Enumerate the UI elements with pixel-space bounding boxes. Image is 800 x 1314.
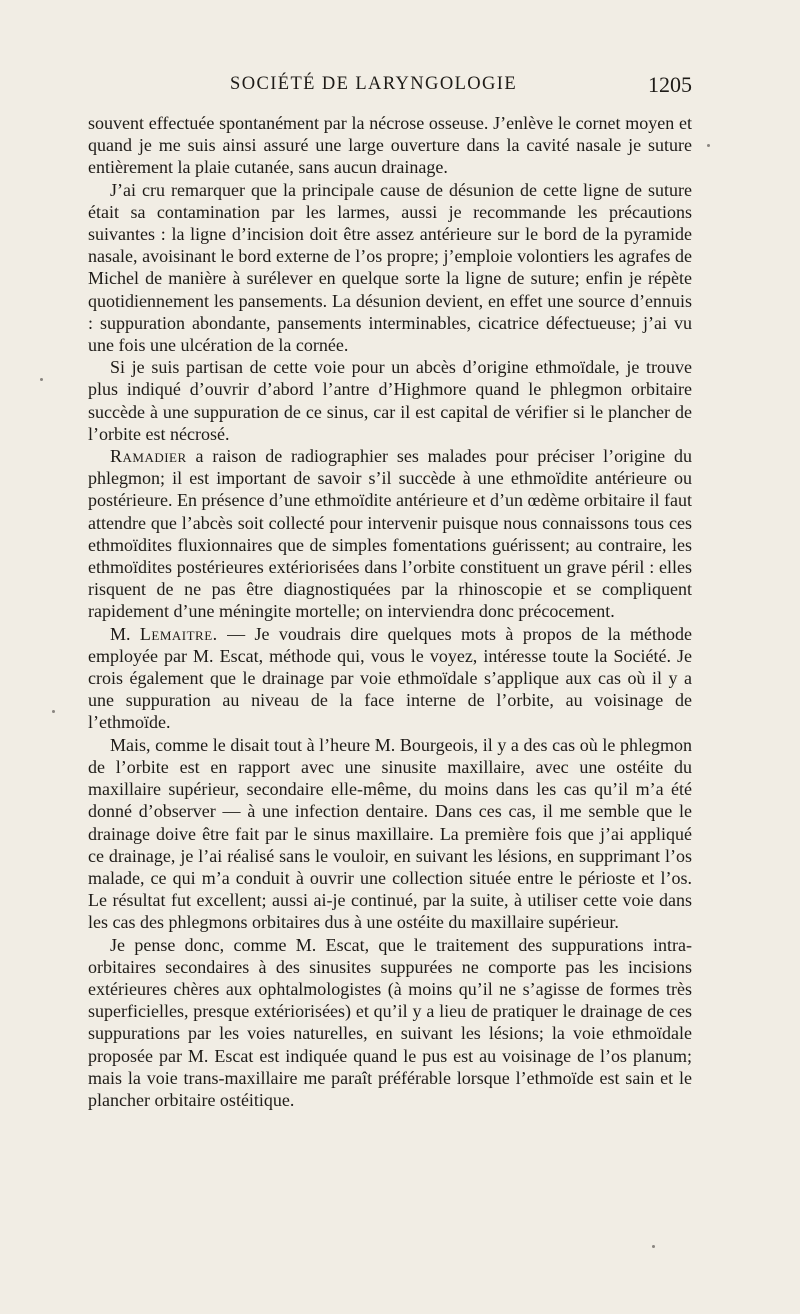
paper-speck (707, 144, 710, 147)
paragraph-continued (88, 112, 692, 179)
paragraph-ethmoidal-route (88, 356, 692, 445)
paragraph-text: a raison de radiographier ses malades pour préciser l’origine du phlegmon; il est important de savoir s’il succède à une ethmoïdite antérieure ou postérieure. En présence d’une ethmoïdite antérieure et d’un œdème orbitaire il faut attendre que l’abcès soit collecté pour intervenir puisque nous connaissons tous ces ethmoïdites fluxionnaires que de simples fomentations guérissent; au contraire, les ethmoïdites postérieures extériorisées dans l’orbite constituent un grave péril : elles risquent de ne pas être diagnostiquées par la rhinoscopie et se compliquent rapidement d’une méningite mortelle; on interviendra donc précocement. (88, 446, 692, 622)
page-header (230, 72, 692, 102)
body-text (88, 112, 692, 1111)
paragraph-suture-contamination (88, 179, 692, 357)
speaker-prefix: M. (110, 623, 140, 644)
paper-speck (40, 378, 43, 381)
paragraph-text: Si je suis partisan de cette voie pour un abcès d’origine ethmoïdale, je trouve plus indiqué d’ouvrir d’abord l’antre d’Highmore quand le phlegmon orbitaire succède à une suppuration de ce sinus, car il est capital de vérifier si le plancher de l’orbite est nécrosé. (88, 357, 692, 444)
paragraph-text: souvent effectuée spontanément par la nécrose osseuse. J’enlève le cornet moyen et quand je me suis ainsi assuré une large ouverture dans la cavité nasale je suture entièrement la plaie cutanée, sans aucun drainage. (88, 113, 692, 178)
paper-speck (52, 710, 55, 713)
paragraph-maxillary-sinusitis (88, 734, 692, 934)
paragraph-text: J’ai cru remarquer que la principale cause de désunion de cette ligne de suture était sa contamination par les larmes, aussi je recommande les précautions suivantes : la ligne d’incision doit être assez antérieure sur le bord de la pyramide nasale, avoisinant le bord externe de l’os propre; j’emploie volontiers les agrafes de Michel de manière à surélever en quelque sorte la ligne de suture; enfin je répète quotidiennement les pansements. La désunion devient, en effet une source d’ennuis : suppuration abondante, pansements interminables, cicatrice défectueuse; j’ai vu une fois une ulcération de la cornée. (88, 179, 692, 356)
page-number: 1205 (648, 72, 692, 97)
paragraph-text: Mais, comme le disait tout à l’heure M. Bourgeois, il y a des cas où le phlegmon de l’orbite est en rapport avec une sinusite maxillaire, avec une ostéite du maxillaire supérieur, secondaire elle-même, du moins dans les cas qu’il m’a été donné d’observer — à une infection dentaire. Dans ces cas, il me semble que le drainage doive être fait par le sinus maxillaire. La première fois que j’ai appliqué ce drainage, je l’ai réalisé sans le vouloir, en suivant les lésions, en supprimant l’os malade, ce qui m’a conduit à ouvrir une collection située entre le périoste et l’os. Le résultat fut excellent; aussi ai-je continué, par la suite, à utiliser cette voie dans les cas des phlegmons orbitaires dus à une ostéite du maxillaire supérieur. (88, 734, 692, 933)
paragraph-conclusion (88, 934, 692, 1112)
paragraph-lemaitre (88, 623, 692, 734)
paragraph-ramadier (88, 445, 692, 623)
paper-speck (652, 1245, 655, 1248)
speaker-name: Ramadier (110, 446, 187, 467)
speaker-name: Lemaitre. (139, 623, 218, 644)
running-title: SOCIÉTÉ DE LARYNGOLOGIE (230, 74, 518, 94)
paragraph-text: Je pense donc, comme M. Escat, que le traitement des suppurations intra-orbitaires secondaires à des sinusites suppurées ne comporte pas les incisions extérieures chères aux ophtalmologistes (à moins qu’il ne s’agisse de formes très superficielles, presque extériorisées) et qu’il y a lieu de pratiquer le drainage de ces suppurations par les voies naturelles, en suivant les lésions; la voie ethmoïdale proposée par M. Escat est indiquée quand le pus est au voisinage de l’os planum; mais la voie trans-maxillaire me paraît préférable lorsque l’ethmoïde est sain et le plancher orbitaire ostéitique. (88, 934, 692, 1110)
paragraph-text: — Je voudrais dire quelques mots à propos de la méthode employée par M. Escat, méthode qui, vous le voyez, intéresse toute la Société. Je crois également que le drainage par voie ethmoïdale s’applique aux cas où il y a une suppuration au niveau de la face interne de l’orbite, au voisinage de l’ethmoïde. (88, 623, 692, 733)
